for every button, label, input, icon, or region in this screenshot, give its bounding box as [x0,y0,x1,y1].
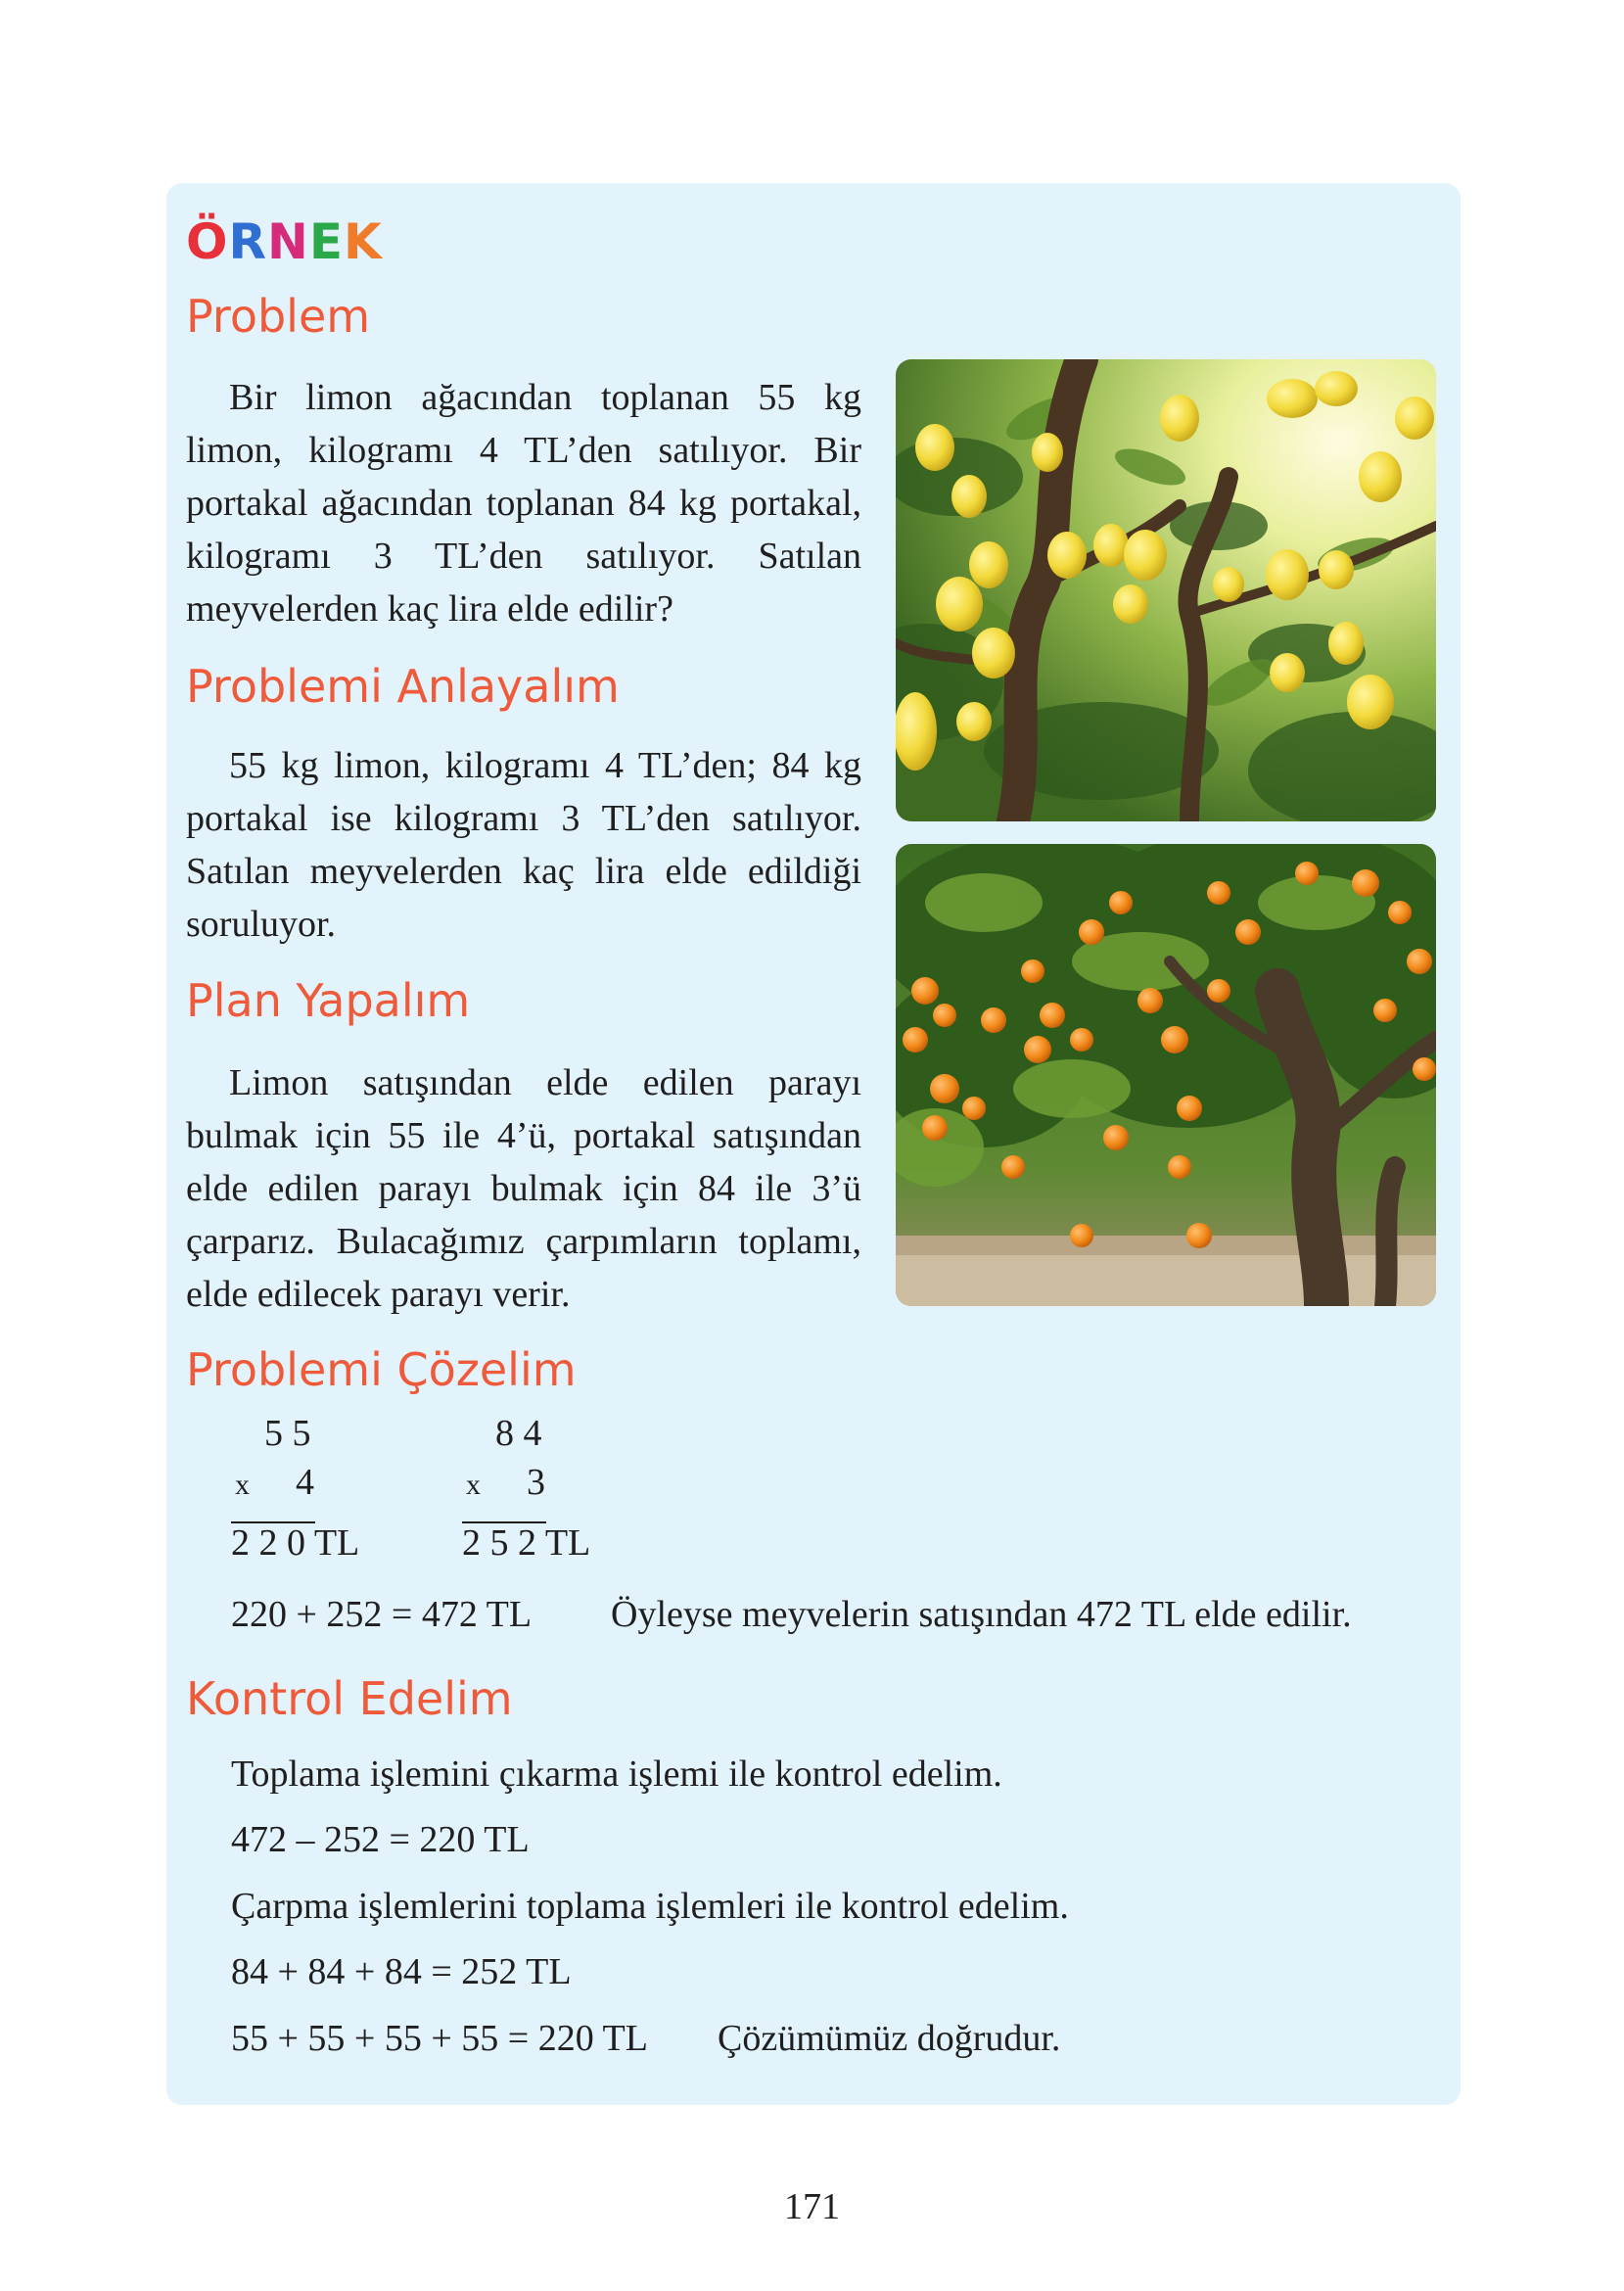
check-line-1: Toplama işlemini çıkarma işlemi ile kontrol edelim. [231,1753,1002,1795]
mult2-bottom: 3 [527,1462,545,1503]
problem-text: Bir limon ağacından toplanan 55 kg limon, kilogramı 4 TL’den satılıyor. Bir portakal ağacından toplanan 84 kg portakal, kilogramı 3 TL’den satılıyor. Satılan meyvelerden kaç lira elde edilir? [186,377,861,630]
check-line-2: 472 – 252 = 220 TL [231,1819,530,1860]
solve-conclusion: Öyleyse meyvelerin satışından 472 TL elde edilir. [611,1594,1352,1635]
check-conclusion: Çözümümüz doğrudur. [718,2018,1061,2059]
ornek-letter: N [267,213,309,270]
sum-equation: 220 + 252 = 472 TL [231,1594,533,1635]
plan-text: Limon satışından elde edilen parayı bulmak için 55 ile 4’ü, portakal satışından elde edilen parayı bulmak için 84 ile 3’ü çarparız. Bulacağımız çarpımların toplamı, elde edilecek parayı verir. [186,1062,861,1315]
mult2-sign: x [466,1469,481,1501]
solve-heading: Problemi Çözelim [186,1343,577,1396]
mult1-sign: x [235,1469,250,1501]
check-line-3: Çarpma işlemlerini toplama işlemleri ile kontrol edelim. [231,1886,1069,1927]
multiplication-55x4 [231,1412,388,1578]
understand-text: 55 kg limon, kilogramı 4 TL’den; 84 kg portakal ise kilogramı 3 TL’den satılıyor. Satılan meyvelerden kaç lira elde edildiği soruluyor. [186,745,861,945]
check-line-5: 55 + 55 + 55 + 55 = 220 TL [231,2018,648,2059]
ornek-letter: Ö [186,213,229,270]
problem-heading: Problem [186,290,371,343]
ornek-letter: R [228,213,268,270]
multiplication-84x3 [462,1412,638,1578]
plan-heading: Plan Yapalım [186,974,471,1027]
ornek-letter: E [308,213,345,270]
lemon-tree-photo [896,359,1436,821]
ornek-label [186,213,383,270]
orange-tree-photo [896,844,1436,1306]
understand-heading: Problemi Anlayalım [186,660,620,713]
mult1-bottom: 4 [296,1462,314,1503]
mult2-top: 8 4 [495,1413,542,1454]
mult1-top: 5 5 [264,1413,311,1454]
mult1-result: 2 2 0 TL [231,1522,360,1564]
page-number: 171 [784,2186,840,2227]
ornek-letter: K [344,213,383,270]
check-line-4: 84 + 84 + 84 = 252 TL [231,1951,572,1992]
check-heading: Kontrol Edelim [186,1672,513,1725]
mult2-result: 2 5 2 TL [462,1522,591,1564]
